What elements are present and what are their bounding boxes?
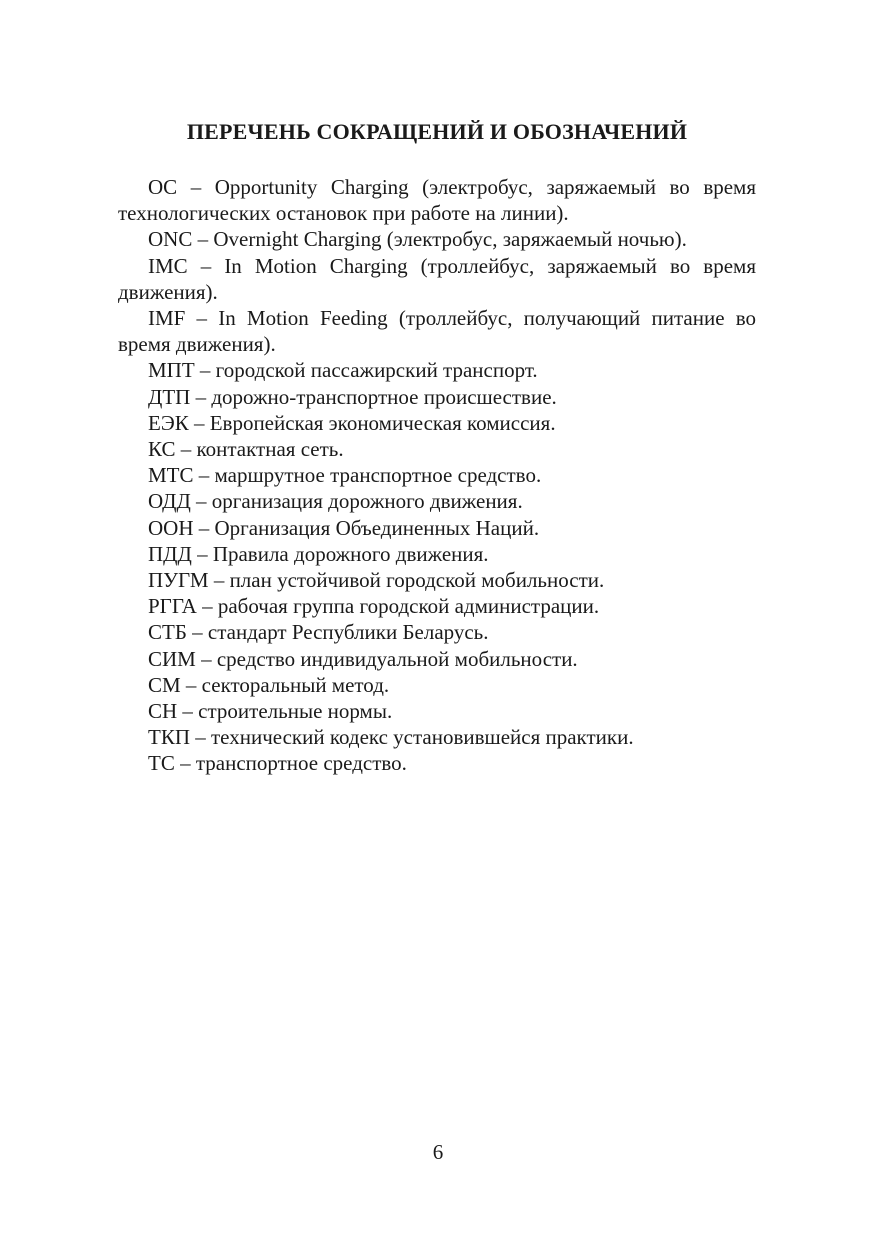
abbreviation-entry: ONC – Overnight Charging (электробус, заряжаемый ночью). (148, 227, 687, 252)
abbreviation-list (118, 174, 756, 777)
abbreviation-entry: РГГА – рабочая группа городской администрации. (148, 594, 600, 619)
abbreviation-entry: ЕЭК – Европейская экономическая комиссия. (148, 410, 556, 435)
abbreviation-entry: СТБ – стандарт Республики Беларусь. (148, 620, 489, 645)
page-title: ПЕРЕЧЕНЬ СОКРАЩЕНИЙ И ОБОЗНАЧЕНИЙ (186, 119, 688, 144)
abbreviation-entry: ПУГМ – план устойчивой городской мобильности. (148, 568, 605, 593)
abbreviation-entry: СМ – секторальный метод. (148, 672, 390, 697)
abbreviation-entry: МПТ – городской пассажирский транспорт. (148, 358, 538, 383)
abbreviation-entry: ТКП – технический кодекс установившейся практики. (148, 725, 634, 750)
abbreviation-entry: СН – строительные нормы. (148, 699, 393, 724)
page-number: 6 (432, 1140, 444, 1164)
abbreviation-entry: OC – Opportunity Charging (электробус, заряжаемый во время технологических остановок при работе на линии). (118, 175, 756, 226)
abbreviation-entry: ООН – Организация Объединенных Наций. (148, 515, 540, 540)
abbreviation-entry: ДТП – дорожно-транспортное происшествие. (148, 384, 557, 409)
abbreviation-entry: КС – контактная сеть. (148, 437, 344, 462)
abbreviation-entry: ОДД – организация дорожного движения. (148, 489, 523, 514)
abbreviation-entry: IMF – In Motion Feeding (троллейбус, получающий питание во время движения). (118, 306, 756, 357)
abbreviation-entry: ТС – транспортное средство. (148, 751, 407, 776)
abbreviation-entry: МТС – маршрутное транспортное средство. (148, 463, 542, 488)
abbreviation-entry: ПДД – Правила дорожного движения. (148, 541, 489, 566)
abbreviation-entry: СИМ – средство индивидуальной мобильности. (148, 646, 578, 671)
abbreviation-entry: IMC – In Motion Charging (троллейбус, заряжаемый во время движения). (118, 253, 756, 304)
